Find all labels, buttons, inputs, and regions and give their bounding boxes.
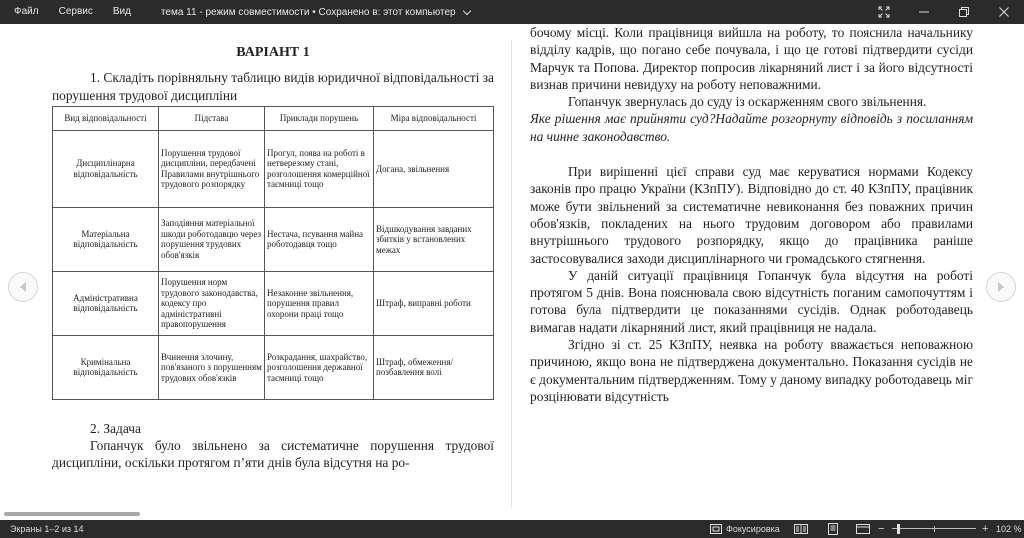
table-cell: Нестача, псування майна роботодавця тощо [265,207,374,271]
page-count[interactable]: Экраны 1–2 из 14 [10,524,84,534]
restore-icon [958,6,970,18]
next-page-button[interactable] [986,272,1016,302]
paragraph: У даній ситуації працівниця Гопанчук була відсутня на роботі протягом 5 днів. Вона пояснювала свою відсутність поганим самопочуттям і готова була підтвердити це показаннями сусідів. Однак роботодавець вимагав надати лікарняний лист, який працівниця не надала. [530,267,973,335]
close-icon [998,6,1010,18]
table-row [53,335,494,399]
task2-text: Гопанчук було звільнено за систематичне порушення трудової дисципліни, оскільки протягом п’яти днів була відсутня на ро- [52,438,494,471]
table-header: Міра відповідальності [374,106,494,130]
menu-file[interactable]: Файл [14,6,39,17]
table-cell: Кримінальна відповідальність [53,335,159,399]
book-icon [794,524,808,534]
document-title[interactable] [161,7,470,18]
zoom-slider-center-mark [934,526,935,532]
window-controls [864,0,1024,24]
chevron-right-icon [996,281,1006,293]
web-layout-button[interactable] [852,520,874,538]
web-layout-icon [856,524,870,534]
spacer [530,145,973,163]
table-row [53,207,494,271]
title-bar [0,0,1024,24]
fullscreen-button[interactable] [864,0,904,24]
table-cell: Догана, звільнення [374,130,494,207]
table-header: Вид відповідальності [53,106,159,130]
table-cell: Незаконне звільнення, порушення правил охорони праці тощо [265,271,374,335]
menu-view[interactable]: Вид [112,6,131,17]
minimize-button[interactable] [904,0,944,24]
zoom-in-button[interactable]: + [982,523,989,535]
right-page [530,24,973,405]
menu-tools[interactable]: Сервис [58,6,93,17]
table-cell: Штраф, обмеження/позбавлення волі [374,335,494,399]
variant-title: ВАРІАНТ 1 [236,45,310,60]
document-reader[interactable] [0,24,1024,520]
paragraph: При вирішенні цієї справи суд має керуватися нормами Кодексу законів про працю України (КЗпПУ). Відповідно до ст. 40 КЗпПУ, працівник може бути звільнений за систематичне невиконання без поважних причин обов'язків, покладених на нього трудовим договором або правилами внутрішнього трудового розпорядку, якщо до працівника раніше застосовувалися заходи дисциплінарного чи громадського стягнення. [530,164,973,266]
left-page [52,24,494,472]
focus-label: Фокусировка [726,524,780,534]
previous-page-button[interactable] [8,272,38,302]
comparison-table [52,106,494,400]
paragraph: бочому місці. Коли працівниця вийшла на роботу, то пояснила начальнику відділу кадрів, що погано себе почувала, і що це готові підтвердити сусіди Марчук та Попова. Директор попросив лікарняний лист і за його відсутності визнав причини невидуху на роботу неповажними. [530,25,973,92]
table-cell: Дисциплінарна відповідальність [53,130,159,207]
expand-arrows-icon [878,6,890,18]
table-cell: Заподіяння матеріальної шкоди роботодавцю через порушення трудових обов'язків [159,207,265,271]
restore-button[interactable] [944,0,984,24]
read-mode-button[interactable] [790,520,812,538]
status-bar [0,520,1024,538]
table-header-row [53,106,494,130]
table-cell: Порушення норм трудового законодавства, кодексу про адміністративні правопорушення [159,271,265,335]
close-button[interactable] [984,0,1024,24]
task-question: Яке рішення має прийняти суд?Надайте розгорнуту відповідь з посиланням на чинне законодавство. [530,111,973,144]
zoom-level[interactable]: 102 % [996,524,1022,534]
table-cell: Адміністративна відповідальність [53,271,159,335]
print-layout-button[interactable] [822,520,844,538]
chevron-left-icon [18,281,28,293]
table-cell: Розкрадання, шахрайство, розголошення державної таємниці тощо [265,335,374,399]
paragraph: Гопанчук звернулась до суду із оскарженням свого звільнення. [568,94,927,110]
paragraph: Згідно зі ст. 25 КЗпПУ, неявка на роботу вважається неповажною причиною, якщо вона не підтверджена документально. Показання сусідів не є документальним підтвердженням. Тому у даному випадку роботодавець міг розцінювати відсутність [530,337,973,404]
task2-heading: 2. Задача [90,420,141,436]
task1-heading: 1. Складіть порівняльну таблицю видів юридичної відповідальності за порушення трудової дисципліни [52,70,494,103]
table-cell: Матеріальна відповідальність [53,207,159,271]
table-cell: Порушення трудової дисципліни, передбачені Правилами внутрішнього трудового розпорядку [159,130,265,207]
page-icon [827,523,839,535]
table-header: Приклади порушень [265,106,374,130]
table-row [53,130,494,207]
page-divider [511,40,512,512]
document-title-text: тема 11 - режим совместимости • Сохранено в: этот компьютер [160,6,456,18]
scrollbar-thumb[interactable] [4,512,140,516]
table-cell: Вчинення злочину, пов'язаного з порушенням трудових обов'язків [159,335,265,399]
zoom-slider-thumb[interactable] [897,524,900,534]
table-cell: Штраф, виправні роботи [374,271,494,335]
table-header: Підстава [159,106,265,130]
table-cell: Відшкодування завданих збитків у встановлених межах [374,207,494,271]
focus-mode-button[interactable] [710,520,780,538]
horizontal-scrollbar[interactable] [0,508,1024,520]
minimize-icon [918,6,930,18]
table-row [53,271,494,335]
focus-icon [710,524,722,534]
table-cell: Прогул, поява на роботі в нетверезому стані, розголошення комерційної таємниці тощо [265,130,374,207]
chevron-down-icon [462,6,470,14]
zoom-out-button[interactable]: − [878,523,885,535]
